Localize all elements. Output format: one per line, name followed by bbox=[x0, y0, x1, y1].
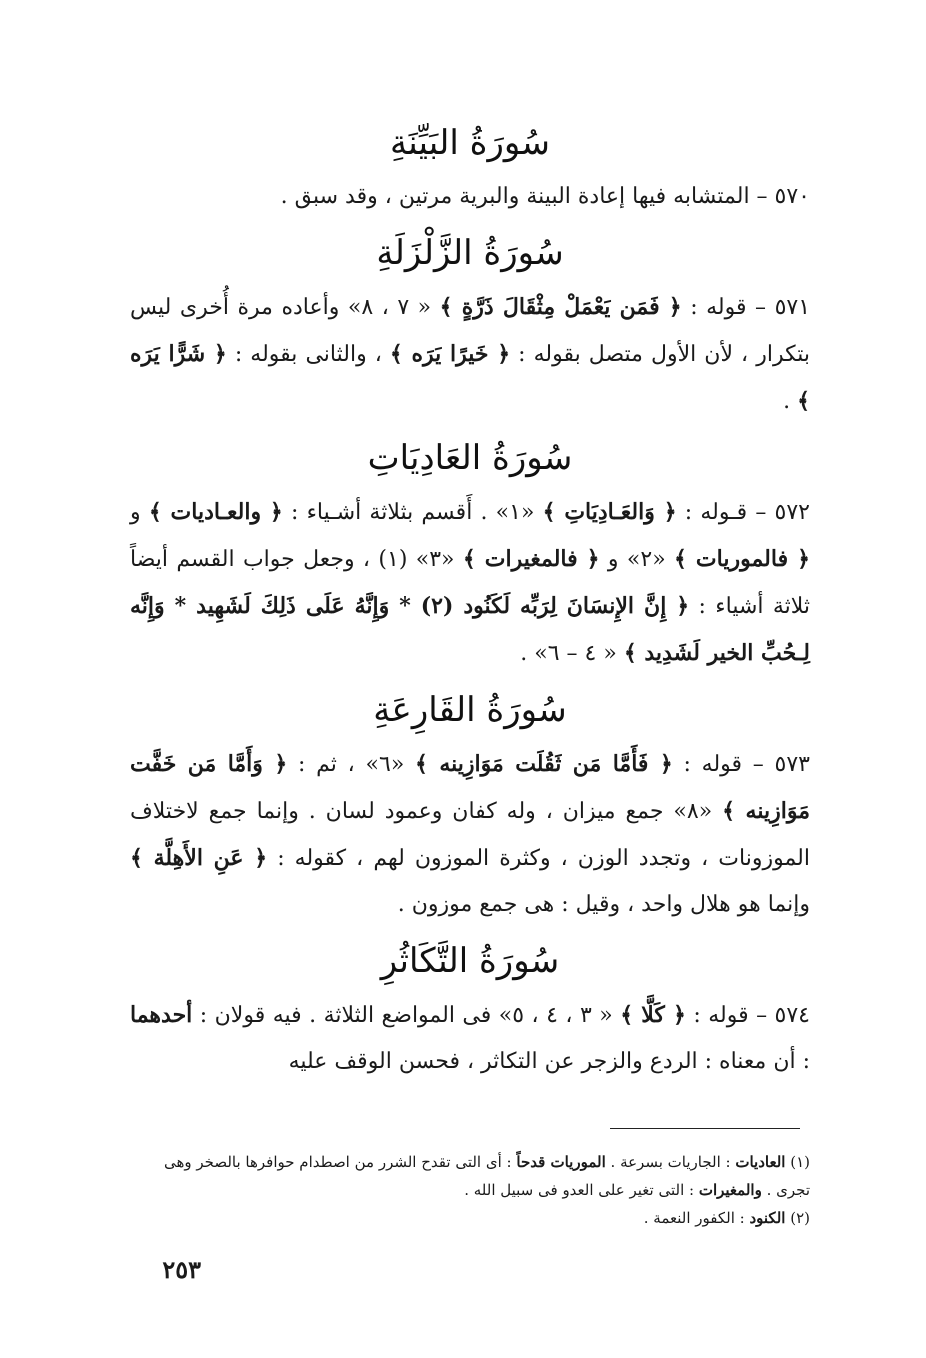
text-run: . bbox=[783, 389, 798, 414]
surah-title: سُورَةُ العَادِيَاتِ bbox=[367, 438, 573, 478]
page-number: ٢٥٣ bbox=[162, 1255, 201, 1284]
page-body bbox=[130, 110, 810, 1085]
text-run: : أن معناه : الردع والزجر عن التكاثر ، فحسن الوقف عليه bbox=[288, 1049, 810, 1074]
text-run: «١» . أَقسم بثلاثة أشـياء : bbox=[282, 500, 543, 525]
bold-text-run: ﴿ خَيرًا يَرَه ﴾ bbox=[389, 341, 511, 367]
bold-text-run: ﴿ فالمغيرات ﴾ bbox=[462, 546, 600, 572]
text-run: : التى تغير على العدو فى سبيل الله . bbox=[464, 1181, 699, 1199]
surah-title: سُورَةُ الزَّلْزَلَةِ bbox=[376, 233, 564, 273]
section-paragraph bbox=[130, 174, 810, 220]
bold-text-run: ﴿ والعـاديات ﴾ bbox=[148, 499, 283, 525]
bold-text-run: ﴿ فالموريات ﴾ bbox=[674, 546, 811, 572]
section-zalzala bbox=[130, 224, 810, 425]
section-paragraph bbox=[130, 284, 810, 425]
bold-text-run: ﴿ وَالعَـادِيَاتِ ﴾ bbox=[542, 499, 677, 525]
bold-text-run: ﴿ عَنِ الأَهِلَّة ﴾ bbox=[130, 845, 268, 871]
bold-text-run: ﴿ كَلَّا ﴾ bbox=[620, 1002, 686, 1028]
footnote-separator bbox=[610, 1128, 800, 1129]
section-qaria bbox=[130, 681, 810, 928]
bold-text-run: ﴿ فَمَن يَعْمَلْ مِثْقَالَ ذَرَّةٍ ﴾ bbox=[439, 294, 682, 320]
text-run: « ٣ ، ٤ ، ٥» فى المواضع الثلاثة . فيه قولان : bbox=[192, 1003, 621, 1028]
text-run: ٥٧٠ – المتشابه فيها إعادة البينة والبرية مرتين ، وقد سبق . bbox=[280, 184, 810, 209]
footnotes bbox=[150, 1148, 810, 1232]
section-paragraph bbox=[130, 992, 810, 1085]
bold-text-run: ﴿ إِنَّ الإِنسَانَ لِرَبِّه لَكَنُود (٢) * وَإِنَّهُ عَلَى ذَلِكَ لَشَهِيد * وَإِنَّه لِـحُبِّ الخير لَشَدِيد ﴾ bbox=[130, 593, 810, 666]
text-run: ٥٧١ – قوله : bbox=[681, 295, 811, 320]
text-run: (١) bbox=[785, 1153, 810, 1171]
text-run: «٢» و bbox=[599, 547, 675, 572]
text-run: : الكفور النعمة . bbox=[643, 1209, 750, 1227]
text-run: (٢) bbox=[785, 1209, 810, 1227]
bold-text-run: أحدهما bbox=[130, 1002, 193, 1028]
footnote bbox=[150, 1204, 810, 1232]
text-run: و bbox=[130, 500, 149, 525]
text-run: ٥٧٢ – قـوله : bbox=[676, 500, 810, 525]
section-paragraph bbox=[130, 489, 810, 677]
text-run: « ٧ ، ٨» وأعاده مرة أُخرى ليس بتكرار ، لأن الأول متصل بقوله : bbox=[130, 295, 810, 367]
footnote bbox=[150, 1148, 810, 1204]
text-run: وإنما هو هلال واحد ، وقيل : هى جمع موزون . bbox=[397, 892, 810, 917]
section-paragraph bbox=[130, 741, 810, 928]
text-run: : أى التى تقدح الشرر من اصطدام حوافرها بالصخر وهى تجرى . bbox=[163, 1153, 810, 1199]
section-takathur bbox=[130, 932, 810, 1085]
bold-text-run: العاديات bbox=[735, 1153, 786, 1171]
text-run: : الجاريات بسرعة . bbox=[605, 1153, 736, 1171]
text-run: «٦» ، ثم : bbox=[287, 752, 416, 777]
bold-text-run: الكنود bbox=[749, 1209, 786, 1227]
bold-text-run: ﴿ وَأَمَّا مَن خَفَّت مَوَازِينه ﴾ bbox=[130, 751, 810, 824]
surah-title: سُورَةُ القَارِعَةِ bbox=[373, 690, 567, 730]
surah-title: سُورَةُ البَيِّنَةِ bbox=[390, 123, 550, 163]
section-adiyat bbox=[130, 429, 810, 677]
bold-text-run: الموريات قدحاً bbox=[516, 1153, 606, 1171]
surah-title: سُورَةُ التَّكَاثُرِ bbox=[380, 941, 560, 981]
section-bayyina bbox=[130, 114, 810, 220]
text-run: ٥٧٤ – قوله : bbox=[685, 1003, 810, 1028]
text-run: «٨» جمع ميزان ، وله كفان وعمود لسان . وإنما جمع لاختلاف الموزونات ، وتجدد الوزن ، وكثرة الموزون لهم ، كقوله : bbox=[130, 799, 810, 871]
text-run: ، والثانى بقوله : bbox=[226, 342, 390, 367]
bold-text-run: ﴿ فَأَمَّا مَن ثَقُلَت مَوَازِينه ﴾ bbox=[415, 751, 673, 777]
text-run: ٥٧٣ – قوله : bbox=[672, 752, 810, 777]
text-run: «٣» (١) ، وجعل جواب القسم أيضاً ثلاثة أشياء : bbox=[130, 547, 811, 619]
bold-text-run: ﴿ شَرًّا يَرَه ﴾ bbox=[130, 341, 810, 414]
text-run: « ٤ – ٦» . bbox=[520, 641, 624, 666]
bold-text-run: والمغيرات bbox=[698, 1181, 762, 1199]
